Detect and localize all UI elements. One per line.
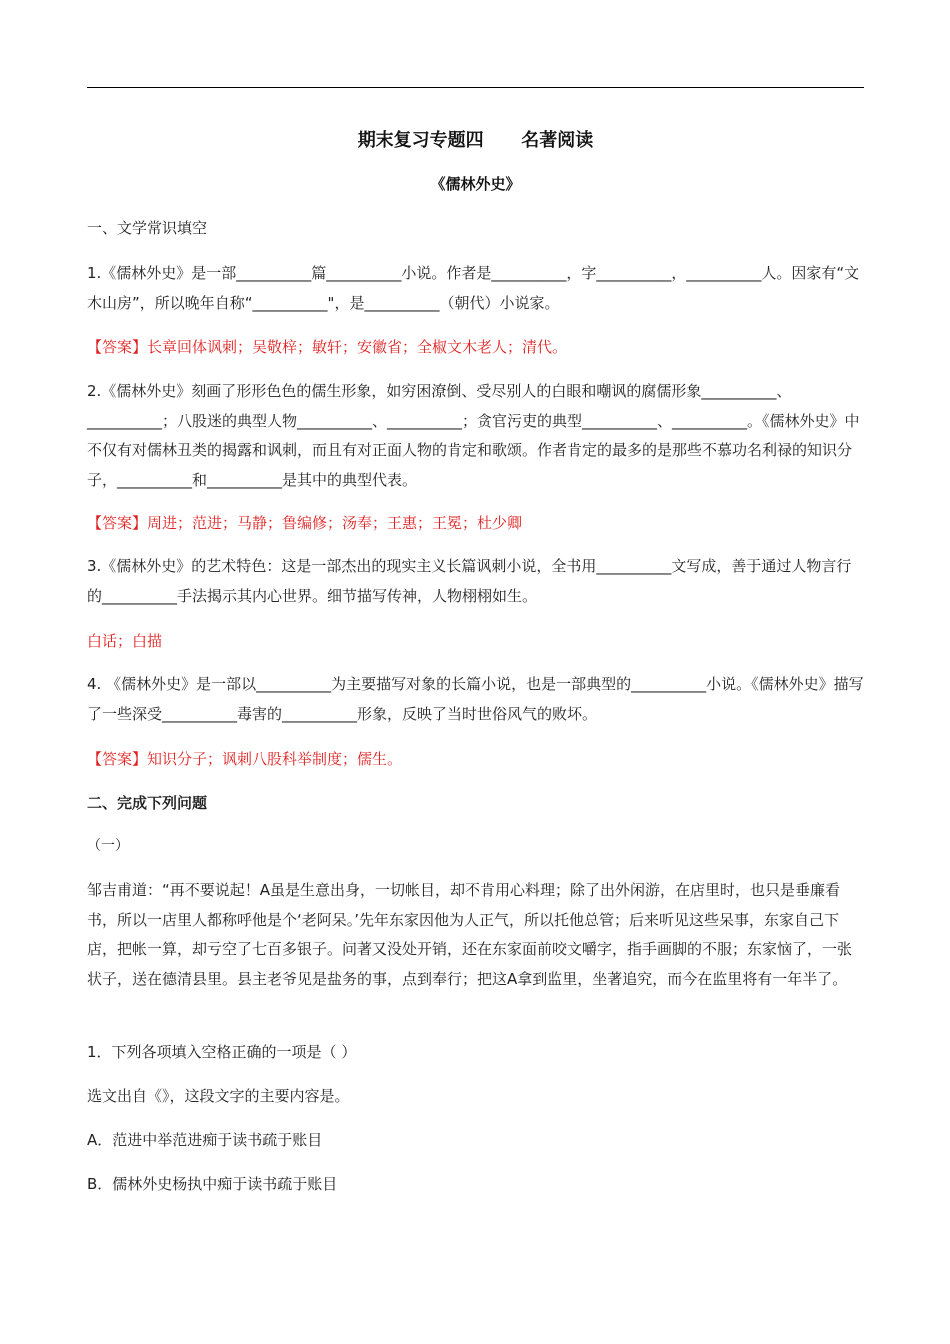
answer-2: 【答案】周进；范进；马静；鲁编修；汤奉；王惠；王冕；杜少卿 [87,514,523,532]
fill-prompt: 选文出自《》，这段文字的主要内容是。 [87,1087,350,1105]
question-4: 4. 《儒林外史》是一部以__________为主要描写对象的长篇小说，也是一部典型的__________小说。《儒林外史》描写了一些深受__________毒害的__________形象，反映了当时世俗风气的败坏。 [87,675,864,723]
question-2: 2.《儒林外史》刻画了形形色色的儒生形象，如穷困潦倒、受尽别人的白眼和嘲讽的腐儒形象__________、__________；八股迷的典型人物__________、__________；贪官污吏的典型__________、__________。《儒林外史》中不仅有对儒林丑类的揭露和讽刺，而且有对正面人物的肯定和歌颂。作者肯定的最多的是那些不慕功名利禄的知识分子，__________和__________是其中的典型代表。 [87,382,860,489]
question-3: 3.《儒林外史》的艺术特色：这是一部杰出的现实主义长篇讽刺小说，全书用__________文写成，善于通过人物言行的__________手法揭示其内心世界。细节描写传神，人物栩栩如生。 [87,557,852,605]
option-b: B．儒林外史杨执中痴于读书疏于账目 [87,1175,338,1193]
sub-section-label: （一） [87,838,129,854]
answer-3: 白话；白描 [87,632,163,650]
sub-question-1: 1．下列各项填入空格正确的一项是（ ） [87,1043,357,1061]
answer-1: 【答案】长章回体讽刺；吴敬梓；敏轩；安徽省；全椒文木老人；清代。 [87,338,568,356]
answer-4: 【答案】知识分子；讽刺八股科举制度；儒生。 [87,750,403,768]
header-rule [87,87,864,88]
page-subtitle: 《儒林外史》 [430,175,521,193]
section1-heading: 一、文学常识填空 [87,219,208,237]
option-a: A．范进中举范进痴于读书疏于账目 [87,1131,323,1149]
reading-passage: 邹吉甫道：“再不要说起！A虽是生意出身，一切帐目，却不肯用心料理；除了出外闲游，在店里时，也只是垂廉看书，所以一店里人都称呼他是个‘老阿呆。’先年东家因他为人正气，所以托他总管；后来听见这些呆事，东家自己下店，把帐一算，却亏空了七百多银子。问著又没处开销，还在东家面前咬文嚼字，指手画脚的不服；东家恼了，一张状子，送在德清县里。县主老爷见是盐务的事，点到奉行；把这A拿到监里，坐著追究，而今在监里将有一年半了。 [87,881,853,988]
question-1: 1.《儒林外史》是一部__________篇__________小说。作者是__________，字__________，__________人。因家有“文木山房”，所以晚年自称“__________"，是__________（朝代）小说家。 [87,264,860,312]
page-title: 期末复习专题四 名著阅读 [357,130,594,151]
section2-heading: 二、完成下列问题 [87,794,208,812]
